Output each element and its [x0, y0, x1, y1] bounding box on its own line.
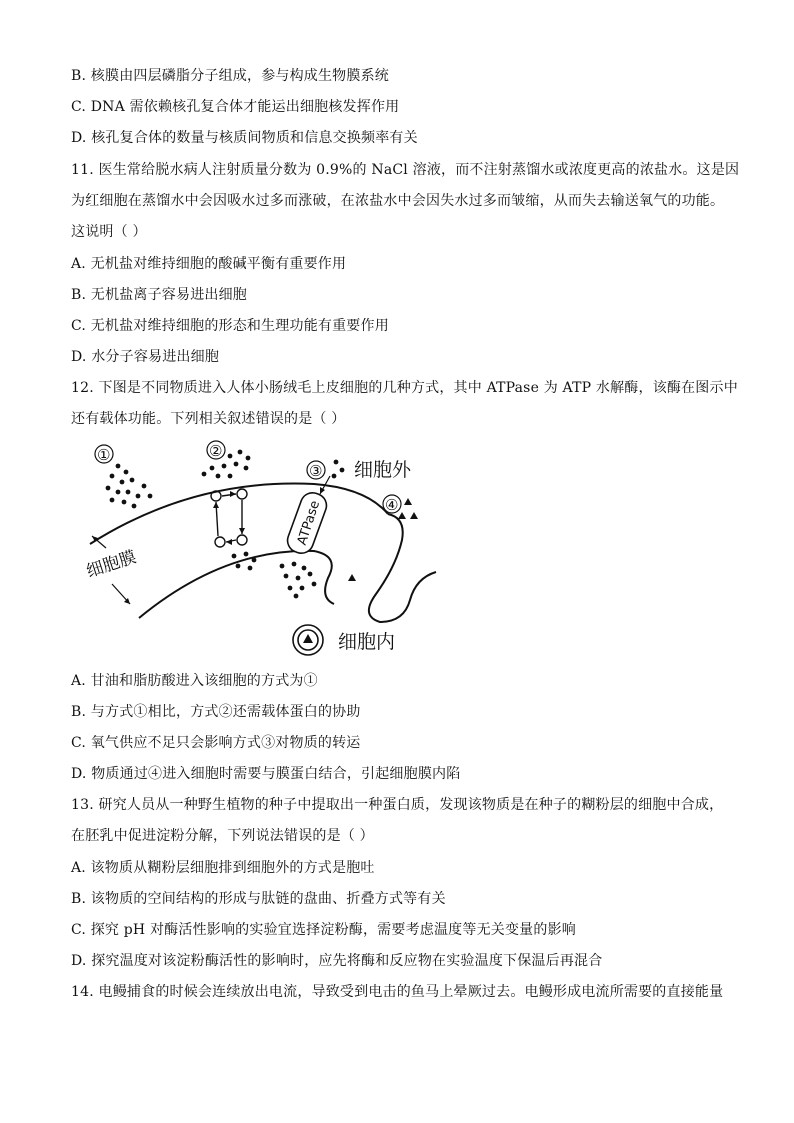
q12-option-d: D. 物质通过④进入细胞时需要与膜蛋白结合，引起细胞膜内陷: [71, 766, 461, 782]
pathway-4-molecules: [348, 498, 418, 581]
carrier-protein-cycle: [211, 489, 247, 547]
vesicle-molecule: [303, 634, 313, 643]
q11-option-a: A. 无机盐对维持细胞的酸碱平衡有重要作用: [71, 256, 347, 272]
pathway-2-molecules-inside: [232, 552, 257, 571]
q10-option-d: D. 核孔复合体的数量与核质间物质和信息交换频率有关: [71, 130, 418, 146]
outside-label: 细胞外: [354, 459, 412, 481]
q12-option-a: A. 甘油和脂肪酸进入该细胞的方式为①: [71, 673, 318, 689]
endocytosis-invagination: [369, 514, 436, 622]
inside-label: 细胞内: [338, 631, 396, 653]
q12-stem-line1: 12. 下图是不同物质进入人体小肠绒毛上皮细胞的几种方式，其中 ATPase 为 ATP 水解酶，该酶在图示中: [71, 380, 738, 396]
atpase-label: ATPase: [294, 498, 324, 548]
q13-stem-line2: 在胚乳中促进淀粉分解，下列说法错误的是（ ）: [71, 828, 374, 844]
label-4: ④: [385, 496, 399, 514]
endocytosis-inner-curve: [334, 604, 343, 620]
membrane-label: 细胞膜: [84, 547, 139, 583]
q14-stem-line1: 14. 电鳗捕食的时候会连续放出电流，导致受到电击的鱼马上晕厥过去。电鳗形成电流所需要的直接能量: [71, 984, 724, 1000]
q12-option-c: C. 氧气供应不足只会影响方式③对物质的转运: [71, 735, 361, 751]
q13-option-a: A. 该物质从糊粉层细胞排到细胞外的方式是胞吐: [71, 860, 375, 876]
q13-option-d: D. 探究温度对该淀粉酶活性的影响时，应先将酶和反应物在实验温度下保温后再混合: [71, 953, 603, 969]
q12-stem-line2: 还有载体功能。下列相关叙述错误的是（ ）: [71, 411, 346, 427]
membrane-inner-line: [139, 551, 334, 618]
membrane-outer-line: [90, 484, 388, 548]
pathway-3-molecules-inside: [280, 562, 317, 599]
membrane-diagram: [84, 436, 444, 661]
q11-stem-line1: 11. 医生常给脱水病人注射质量分数为 0.9%的 NaCl 溶液，而不注射蒸馏水或浓度更高的浓盐水。这是因: [71, 162, 740, 178]
q11-option-b: B. 无机盐离子容易进出细胞: [71, 287, 247, 303]
q11-option-c: C. 无机盐对维持细胞的形态和生理功能有重要作用: [71, 318, 389, 334]
label-1: ①: [97, 446, 111, 464]
pathway-3-molecules-outside: [332, 460, 345, 479]
q11-stem-line3: 这说明（ ）: [71, 224, 147, 240]
membrane-transport-figure: [84, 436, 444, 661]
q11-option-d: D. 水分子容易进出细胞: [71, 349, 220, 365]
label-3: ③: [309, 462, 323, 480]
q11-stem-line2: 为红细胞在蒸馏水中会因吸水过多而涨破，在浓盐水中会因失水过多而皱缩，从而失去输送氧气的功能。: [71, 193, 725, 209]
q13-stem-line1: 13. 研究人员从一种野生植物的种子中提取出一种蛋白质，发现该物质是在种子的糊粉层的细胞中合成，: [71, 797, 724, 813]
q10-option-c: C. DNA 需依赖核孔复合体才能运出细胞核发挥作用: [71, 99, 400, 115]
q13-option-b: B. 该物质的空间结构的形成与肽链的盘曲、折叠方式等有关: [71, 891, 446, 907]
label-2: ②: [209, 442, 223, 460]
q10-option-b: B. 核膜由四层磷脂分子组成，参与构成生物膜系统: [71, 68, 389, 84]
pathway-1-molecules: [106, 464, 153, 509]
q12-option-b: B. 与方式①相比，方式②还需载体蛋白的协助: [71, 704, 361, 720]
q13-option-c: C. 探究 pH 对酶活性影响的实验宜选择淀粉酶，需要考虑温度等无关变量的影响: [71, 922, 576, 938]
